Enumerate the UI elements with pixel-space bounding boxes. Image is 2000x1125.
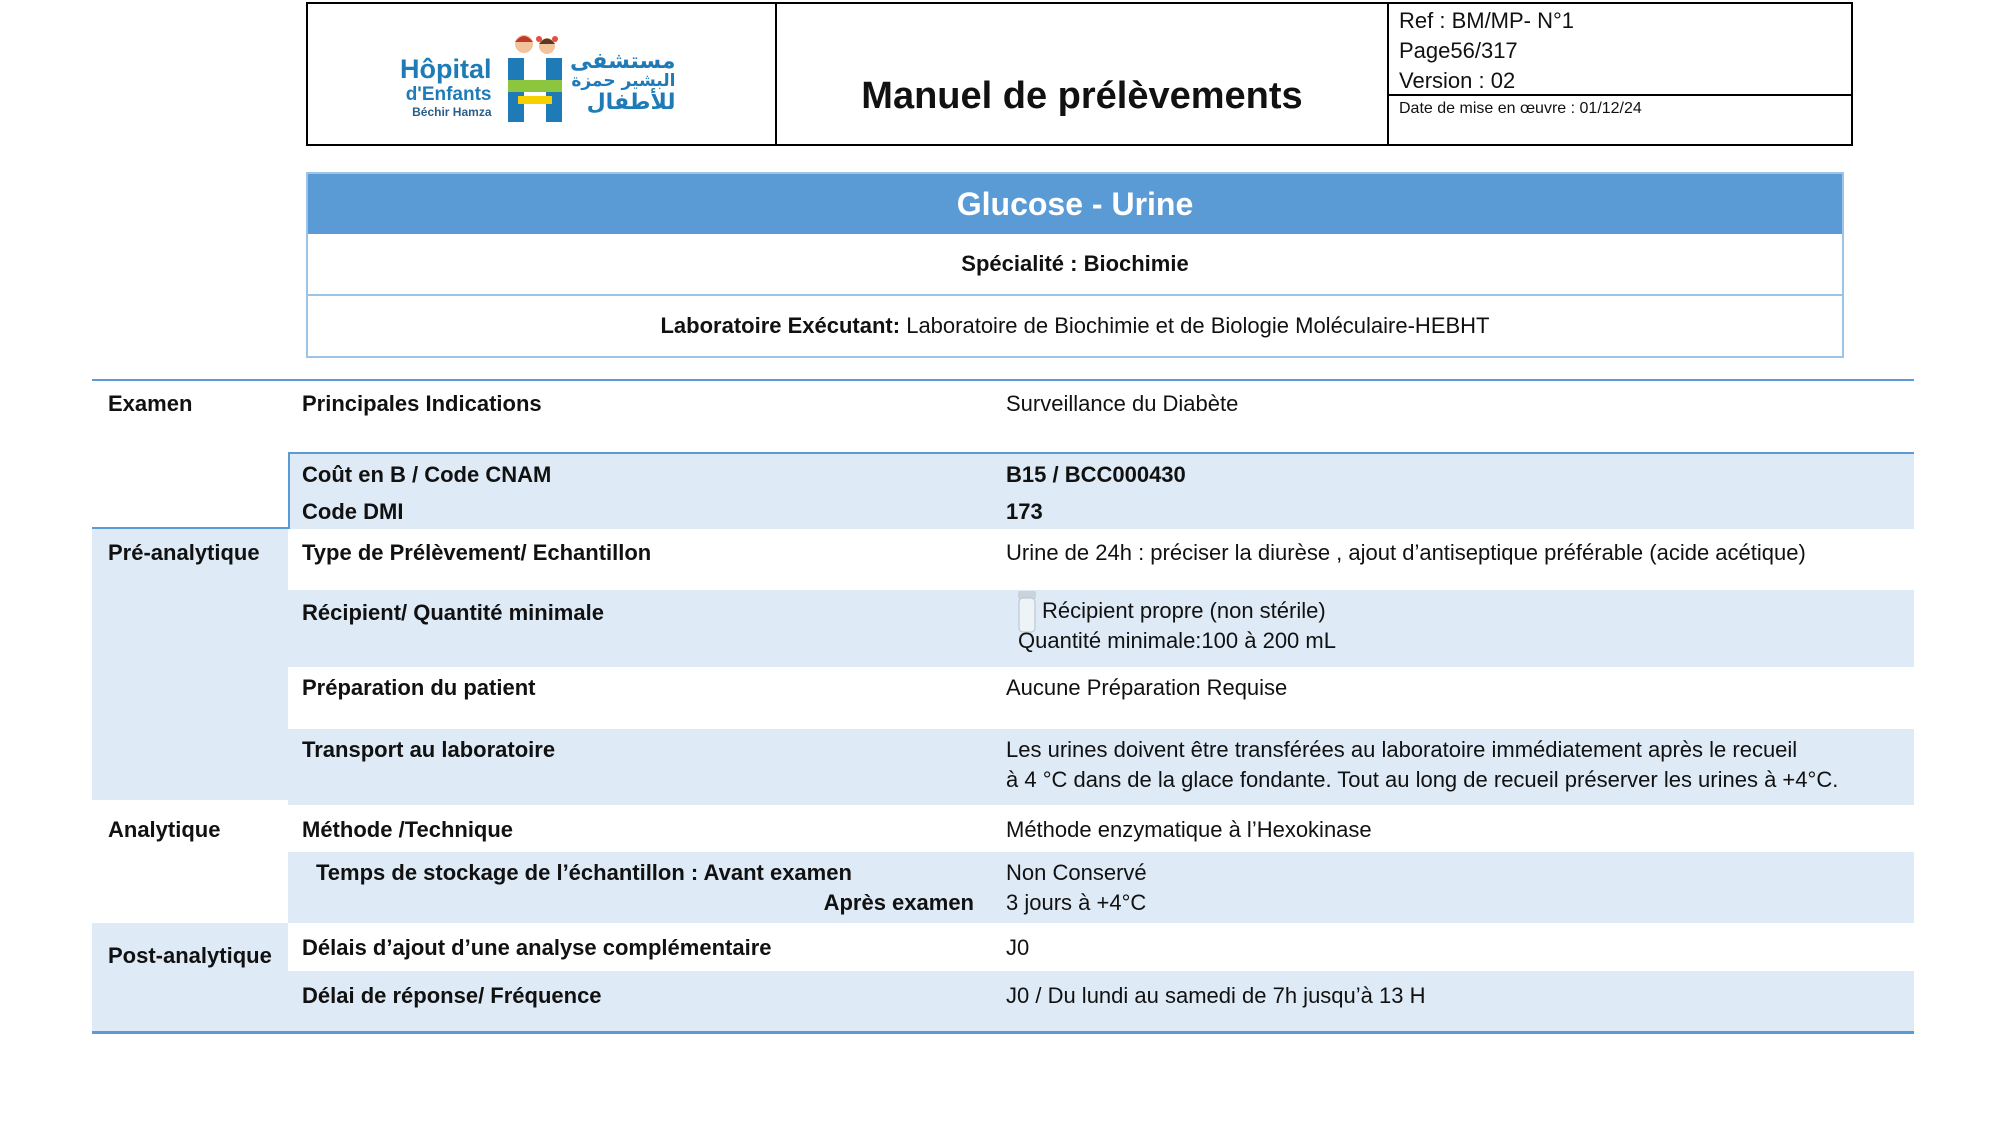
section-post-analytique: Post-analytique (108, 943, 272, 968)
table-top-rule (92, 379, 1914, 381)
table-bottom-rule (92, 1031, 1914, 1034)
logo-arabic-text: مستشفى البشير حمزة للأطفال (570, 49, 676, 115)
logo-french-text: Hôpital d'Enfants Béchir Hamza (400, 54, 492, 119)
test-title: Glucose - Urine (308, 174, 1842, 234)
section-analytique: Analytique (108, 817, 221, 842)
document-title: Manuel de prélèvements (777, 4, 1389, 144)
table-row: Préparation du patient Aucune Préparation Requise (302, 675, 1288, 700)
ref-number: Ref : BM/MP- N°1 (1399, 8, 1575, 33)
effective-date: Date de mise en œuvre : 01/12/24 (1399, 100, 1642, 117)
row-divider (288, 452, 1914, 454)
version: Version : 02 (1399, 68, 1516, 93)
laboratoire-value: Laboratoire de Biochimie et de Biologie Moléculaire-HEBHT (900, 313, 1490, 338)
table-row: Coût en B / Code CNAM B15 / BCC000430 Code DMI 173 (288, 454, 1914, 529)
table-row: Type de Prélèvement/ Echantillon Urine de 24h : préciser la diurèse , ajout d’antiseptique préférable (acide acétique) (302, 540, 1806, 565)
table-row: Délais d’ajout d’une analyse complémentaire J0 (302, 935, 1030, 960)
page-number: Page56/317 (1399, 38, 1518, 63)
section-examen: Examen (108, 391, 193, 416)
laboratoire-executant (308, 294, 1842, 356)
table-row: Temps de stockage de l’échantillon : Avant examen Après examen Non Conservé 3 jours à +4°C (288, 852, 1914, 923)
section-divider (92, 527, 290, 529)
document-meta (1389, 4, 1851, 144)
pre-analytique-shading (92, 529, 288, 800)
laboratoire-label: Laboratoire Exécutant: (660, 313, 901, 338)
section-pre-analytique: Pré-analytique (108, 540, 260, 565)
table-row: Transport au laboratoire Les urines doivent être transférées au laboratoire immédiatement après le recueil à 4 °C dans de la glace fondante. Tout au long de recueil préserver les urines à +4°C. (288, 729, 1914, 805)
table-row: Principales Indications Surveillance du Diabète (302, 391, 1239, 416)
table-row: Délai de réponse/ Fréquence J0 / Du lundi au samedi de 7h jusqu’à 13 H (288, 971, 1914, 1031)
hospital-h-children-icon (504, 30, 566, 124)
column-divider (288, 452, 290, 529)
specialite: Spécialité : Biochimie (961, 251, 1189, 276)
test-title-block (306, 172, 1844, 358)
table-row: Méthode /Technique Méthode enzymatique à l’Hexokinase (302, 817, 1372, 842)
hospital-logo (308, 4, 777, 144)
document-header (306, 2, 1853, 146)
table-row: Récipient/ Quantité minimale Récipient propre (non stérile) Quantité minimale:100 à 200 mL (288, 590, 1914, 667)
post-analytique-shading (92, 923, 288, 1031)
